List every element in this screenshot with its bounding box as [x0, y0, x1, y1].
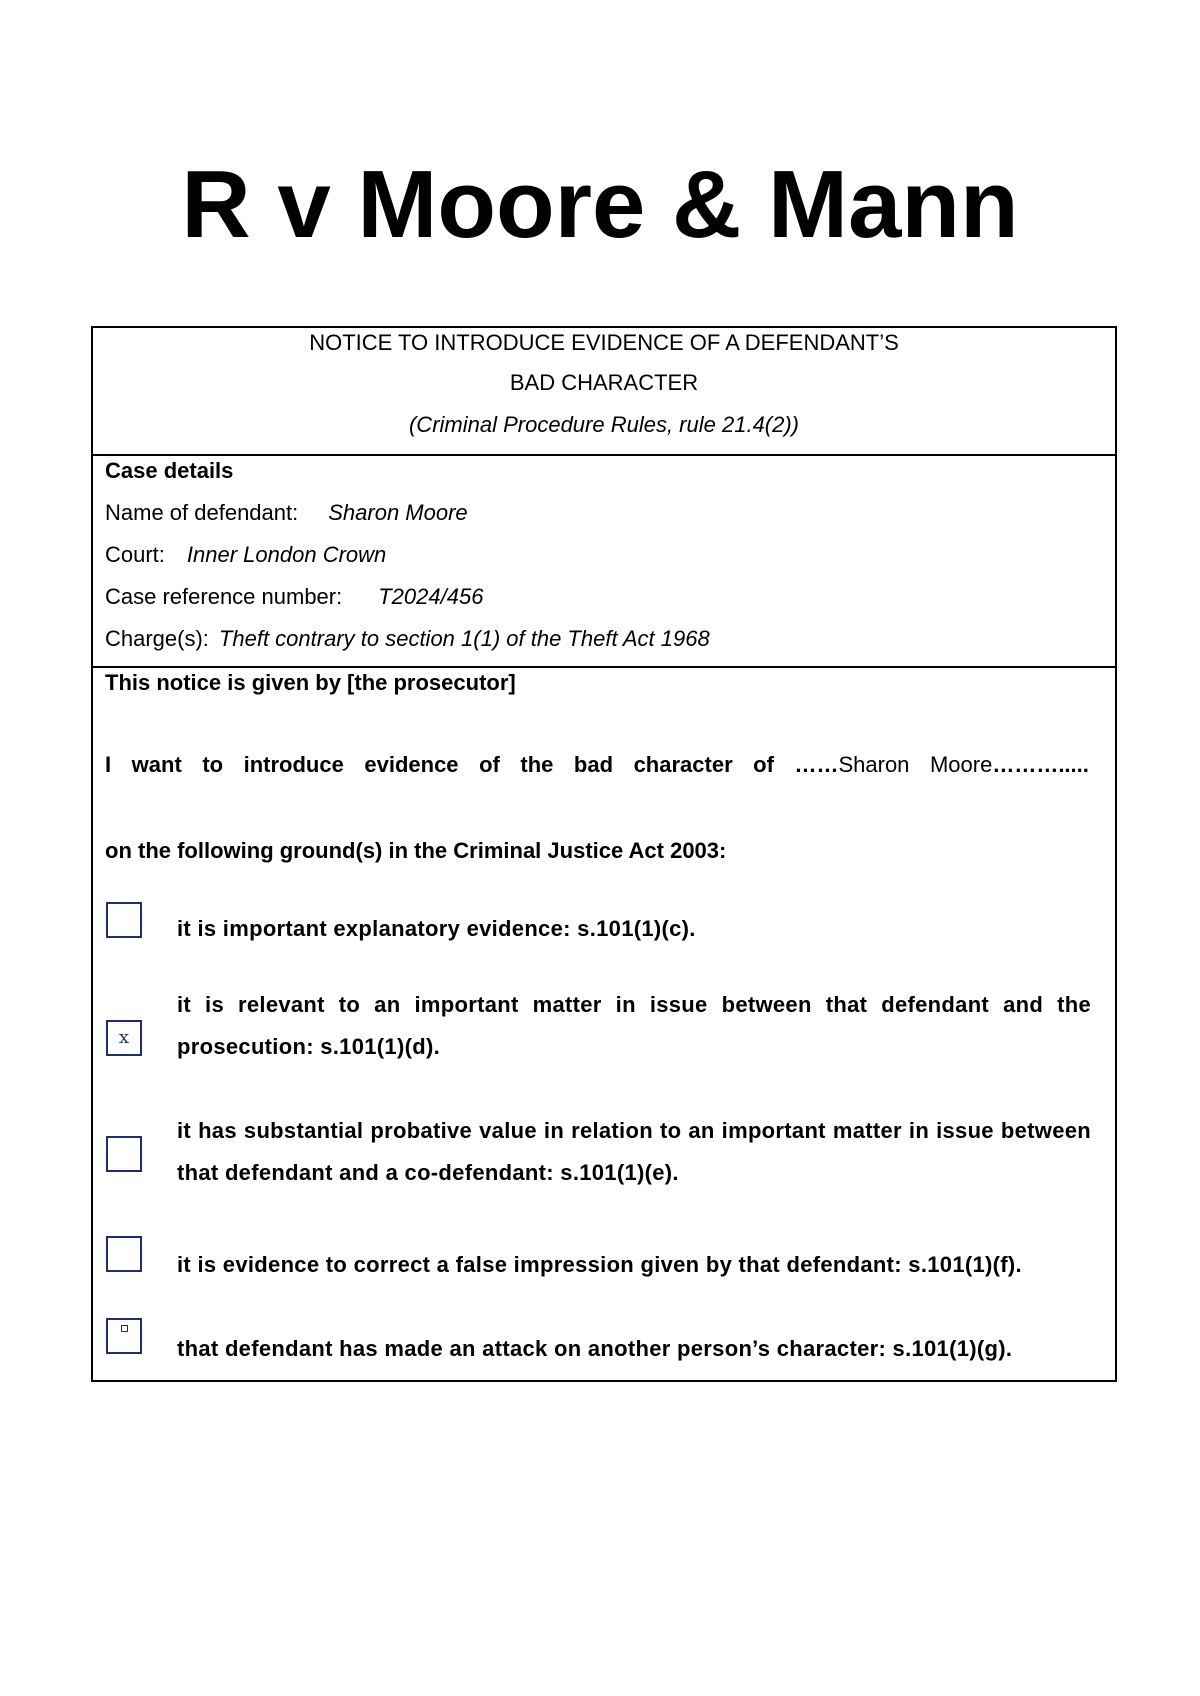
dots-before: ……: [794, 752, 839, 777]
named-defendant-first: Sharon: [838, 752, 910, 777]
want-to-introduce-line: [105, 752, 1089, 778]
heading-rule-reference: (Criminal Procedure Rules, rule 21.4(2)): [408, 412, 800, 437]
notice-given-by: This notice is given by [the prosecutor]: [105, 670, 516, 695]
ground-e-checkbox[interactable]: [106, 1136, 142, 1172]
grounds-intro: on the following ground(s) in the Criminal Justice Act 2003:: [105, 838, 727, 863]
case-details-section: [93, 456, 1115, 668]
named-defendant-last: Moore: [929, 752, 993, 777]
charges-value: Theft contrary to section 1(1) of the Theft Act 1968: [218, 626, 710, 651]
want-word: the: [520, 752, 554, 777]
defendant-value: Sharon Moore: [328, 500, 468, 525]
want-word: of: [479, 752, 500, 777]
want-word: bad: [573, 752, 614, 777]
heading-line-1: NOTICE TO INTRODUCE EVIDENCE OF A DEFENDANT’S: [309, 330, 899, 355]
dots-after: ……….....: [992, 752, 1089, 777]
bad-character-notice-form: [91, 326, 1117, 1382]
reference-label: Case reference number:: [105, 584, 343, 609]
defendant-label: Name of defendant:: [105, 500, 299, 525]
want-word: want: [131, 752, 182, 777]
case-details-heading: Case details: [105, 458, 234, 483]
named-defendant[interactable]: [794, 752, 909, 778]
ground-d-text: it is relevant to an important matter in issue between that defendant and the prosecution: s.101(1)(d).: [177, 992, 1091, 1059]
want-word: to: [202, 752, 224, 777]
named-defendant-tail: [930, 752, 1089, 778]
ground-d-checkbox[interactable]: x: [106, 1020, 142, 1056]
ground-c-text: it is important explanatory evidence: s.101(1)(c).: [177, 916, 696, 941]
charges-label: Charge(s):: [105, 626, 209, 651]
defendant-row: [105, 500, 1103, 526]
ground-f-checkbox[interactable]: [106, 1236, 142, 1272]
want-word: character: [633, 752, 733, 777]
small-square-icon: [121, 1325, 128, 1332]
want-word: introduce: [243, 752, 344, 777]
court-value: Inner London Crown: [186, 542, 387, 567]
form-heading: [93, 328, 1115, 456]
want-word: evidence: [364, 752, 459, 777]
court-row: [105, 542, 1103, 568]
ground-g-text: that defendant has made an attack on another person’s character: s.101(1)(g).: [177, 1336, 1013, 1361]
ground-c-checkbox[interactable]: [106, 902, 142, 938]
reference-row: [105, 584, 1103, 610]
court-label: Court:: [105, 542, 165, 567]
heading-line-2: BAD CHARACTER: [509, 370, 699, 395]
want-word: of: [753, 752, 774, 777]
ground-f-text: it is evidence to correct a false impression given by that defendant: s.101(1)(f).: [177, 1252, 1022, 1277]
ground-g-checkbox[interactable]: [106, 1318, 142, 1354]
reference-value: T2024/456: [378, 584, 484, 609]
want-word: I: [105, 752, 112, 777]
document-title: R v Moore & Mann: [181, 151, 1019, 258]
notice-section: [93, 668, 1115, 1380]
ground-e-text: it has substantial probative value in relation to an important matter in issue between that defendant and a co-defendant: s.101(1)(e).: [177, 1118, 1091, 1185]
charges-row: [105, 626, 1103, 652]
